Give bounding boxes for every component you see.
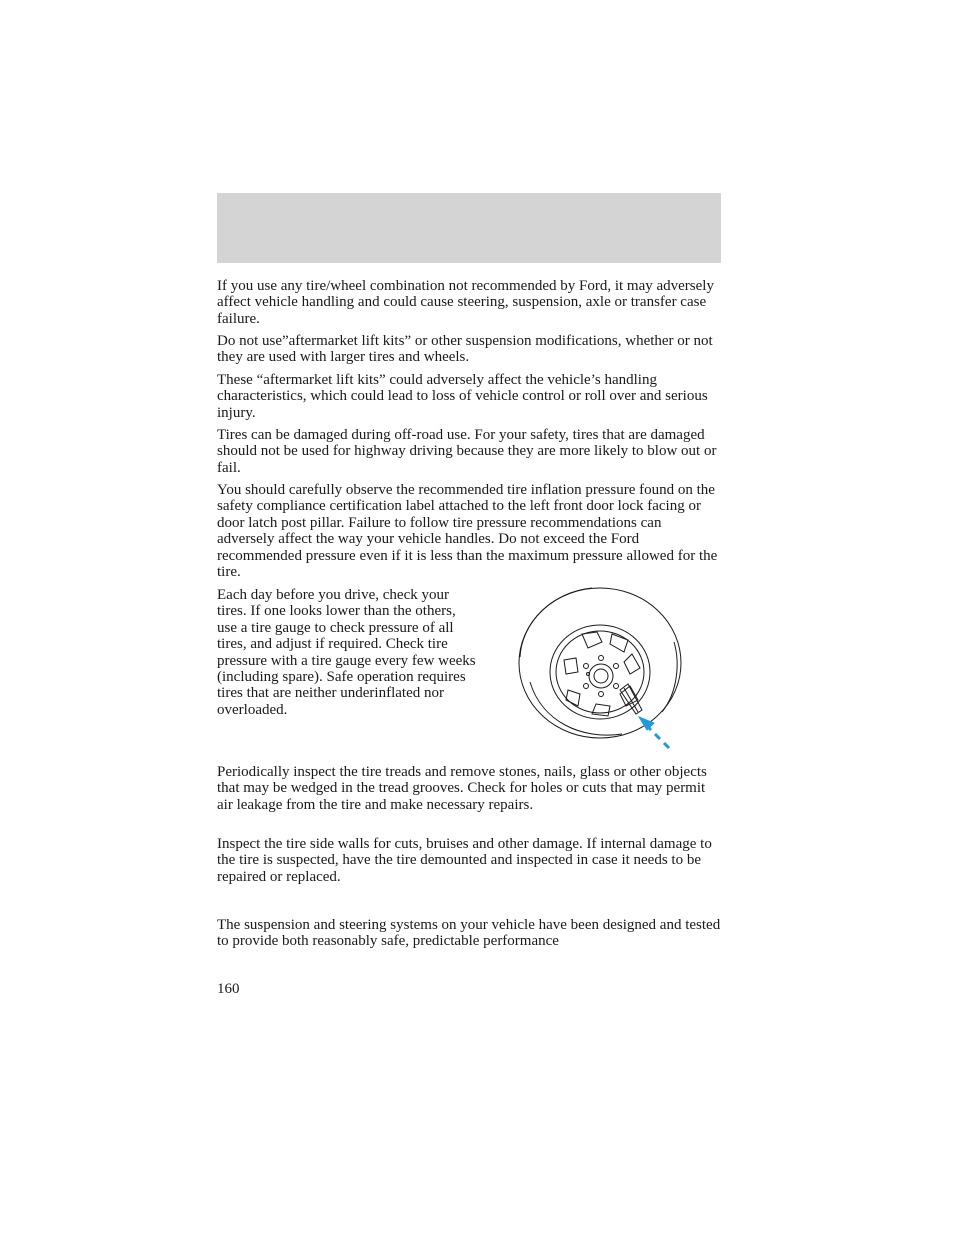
paragraph-suspension-steering: The suspension and steering systems on your vehicle have been designed and tested to provide both reasonably safe, predictable performance (217, 917, 721, 950)
paragraph-off-road-damage: Tires can be damaged during off-road use. For your safety, tires that are damaged should not be used for highway driving because they are more likely to blow out or fail. (217, 427, 717, 476)
paragraph-lift-kits-warning: Do not use”aftermarket lift kits” or other suspension modifications, whether or not they are used with larger tires and wheels. (217, 333, 713, 366)
paragraph-inspect-treads: Periodically inspect the tire treads and remove stones, nails, glass or other objects that may be wedged in the tread grooves. Check for holes or cuts that may permit air leakage from the tire and make necessary repairs. (217, 764, 707, 813)
paragraph-inspect-side-walls: Inspect the tire side walls for cuts, bruises and other damage. If internal damage to the tire is suspected, have the tire demounted and inspected in case it needs to be repaired or replaced. (217, 836, 712, 885)
page-number: 160 (217, 981, 240, 997)
paragraph-inflation-pressure: You should carefully observe the recommended tire inflation pressure found on the safety compliance certification label attached to the left front door lock facing or door latch post pillar. Failure to follow tire pressure recommendations can adversely affect the way your vehicle handles. Do not exceed the Ford recommended pressure even if it is less than the maximum pressure allowed for the tire. (217, 482, 718, 581)
tire-valve-icon (512, 582, 682, 754)
paragraph-daily-check: Each day before you drive, check your tires. If one looks lower than the others, use a tire gauge to check pressure of all tires, and adjust if required. Check tire pressure with a tire gauge every few weeks (including spare). Safe operation requires tires that are neither underinflated nor overloaded. (217, 587, 476, 718)
rim-window (582, 632, 602, 648)
paragraph-tire-wheel-combination: If you use any tire/wheel combination not recommended by Ford, it may adversely affect vehicle handling and could cause steering, suspension, axle or transfer case failure. (217, 278, 714, 327)
tire-tread-line (520, 588, 592, 657)
tire-valve-figure (512, 582, 682, 754)
valve-pointer-arrow (639, 717, 669, 748)
wheel-hub (589, 664, 613, 688)
paragraph-lift-kits-handling: These “aftermarket lift kits” could adversely affect the vehicle’s handling characteristics, which could lead to loss of vehicle control or roll over and serious injury. (217, 372, 708, 421)
section-header-band (217, 193, 721, 263)
